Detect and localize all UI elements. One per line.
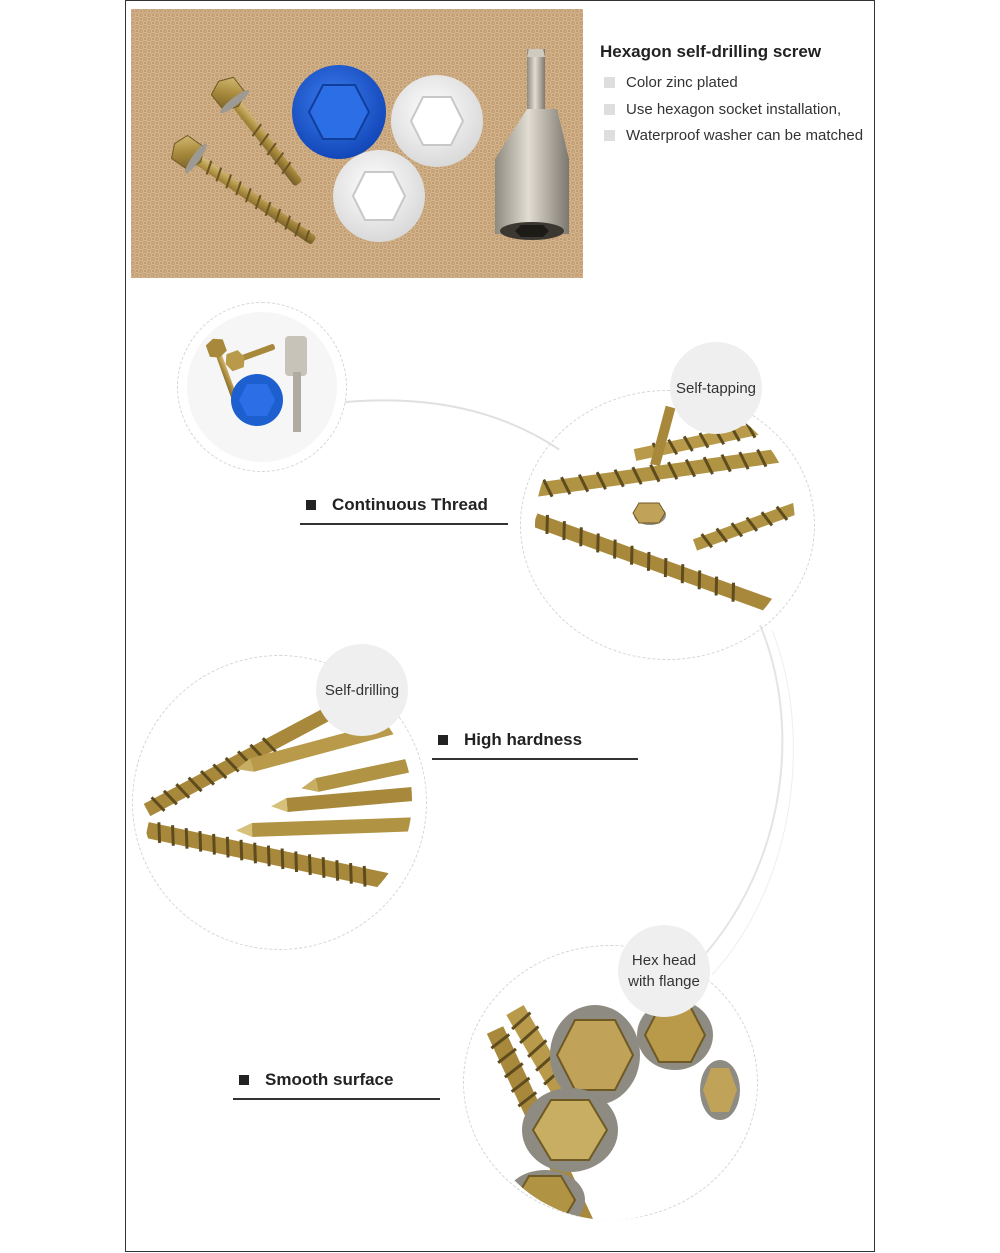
hex-head-callout-text	[628, 950, 700, 992]
small-product-circle-photo	[187, 312, 337, 462]
self-tapping-circle-photo	[535, 395, 795, 655]
feature-text: Color zinc plated	[626, 74, 738, 91]
product-title: Hexagon self-drilling screw	[600, 42, 822, 61]
square-bullet-icon	[438, 735, 448, 745]
continuous-thread-text: Continuous Thread	[332, 495, 488, 514]
smooth-surface-text: Smooth surface	[265, 1070, 394, 1089]
feature-text: Waterproof washer can be matched	[626, 127, 864, 144]
hex-head-line1: Hex head	[631, 952, 697, 969]
smooth-surface-label	[233, 1062, 440, 1100]
high-hardness-text: High hardness	[464, 730, 583, 749]
continuous-thread-label	[300, 487, 508, 525]
self-tapping-callout: Self-tapping	[670, 342, 762, 434]
square-bullet-icon	[306, 500, 316, 510]
square-bullet-icon	[239, 1075, 249, 1085]
high-hardness-label	[432, 722, 638, 760]
feature-text: Use hexagon socket installation,	[626, 100, 842, 118]
self-drilling-callout: Self-drilling	[316, 644, 408, 736]
hex-head-callout	[618, 925, 710, 1017]
hex-head-line2: with flange	[628, 973, 700, 990]
